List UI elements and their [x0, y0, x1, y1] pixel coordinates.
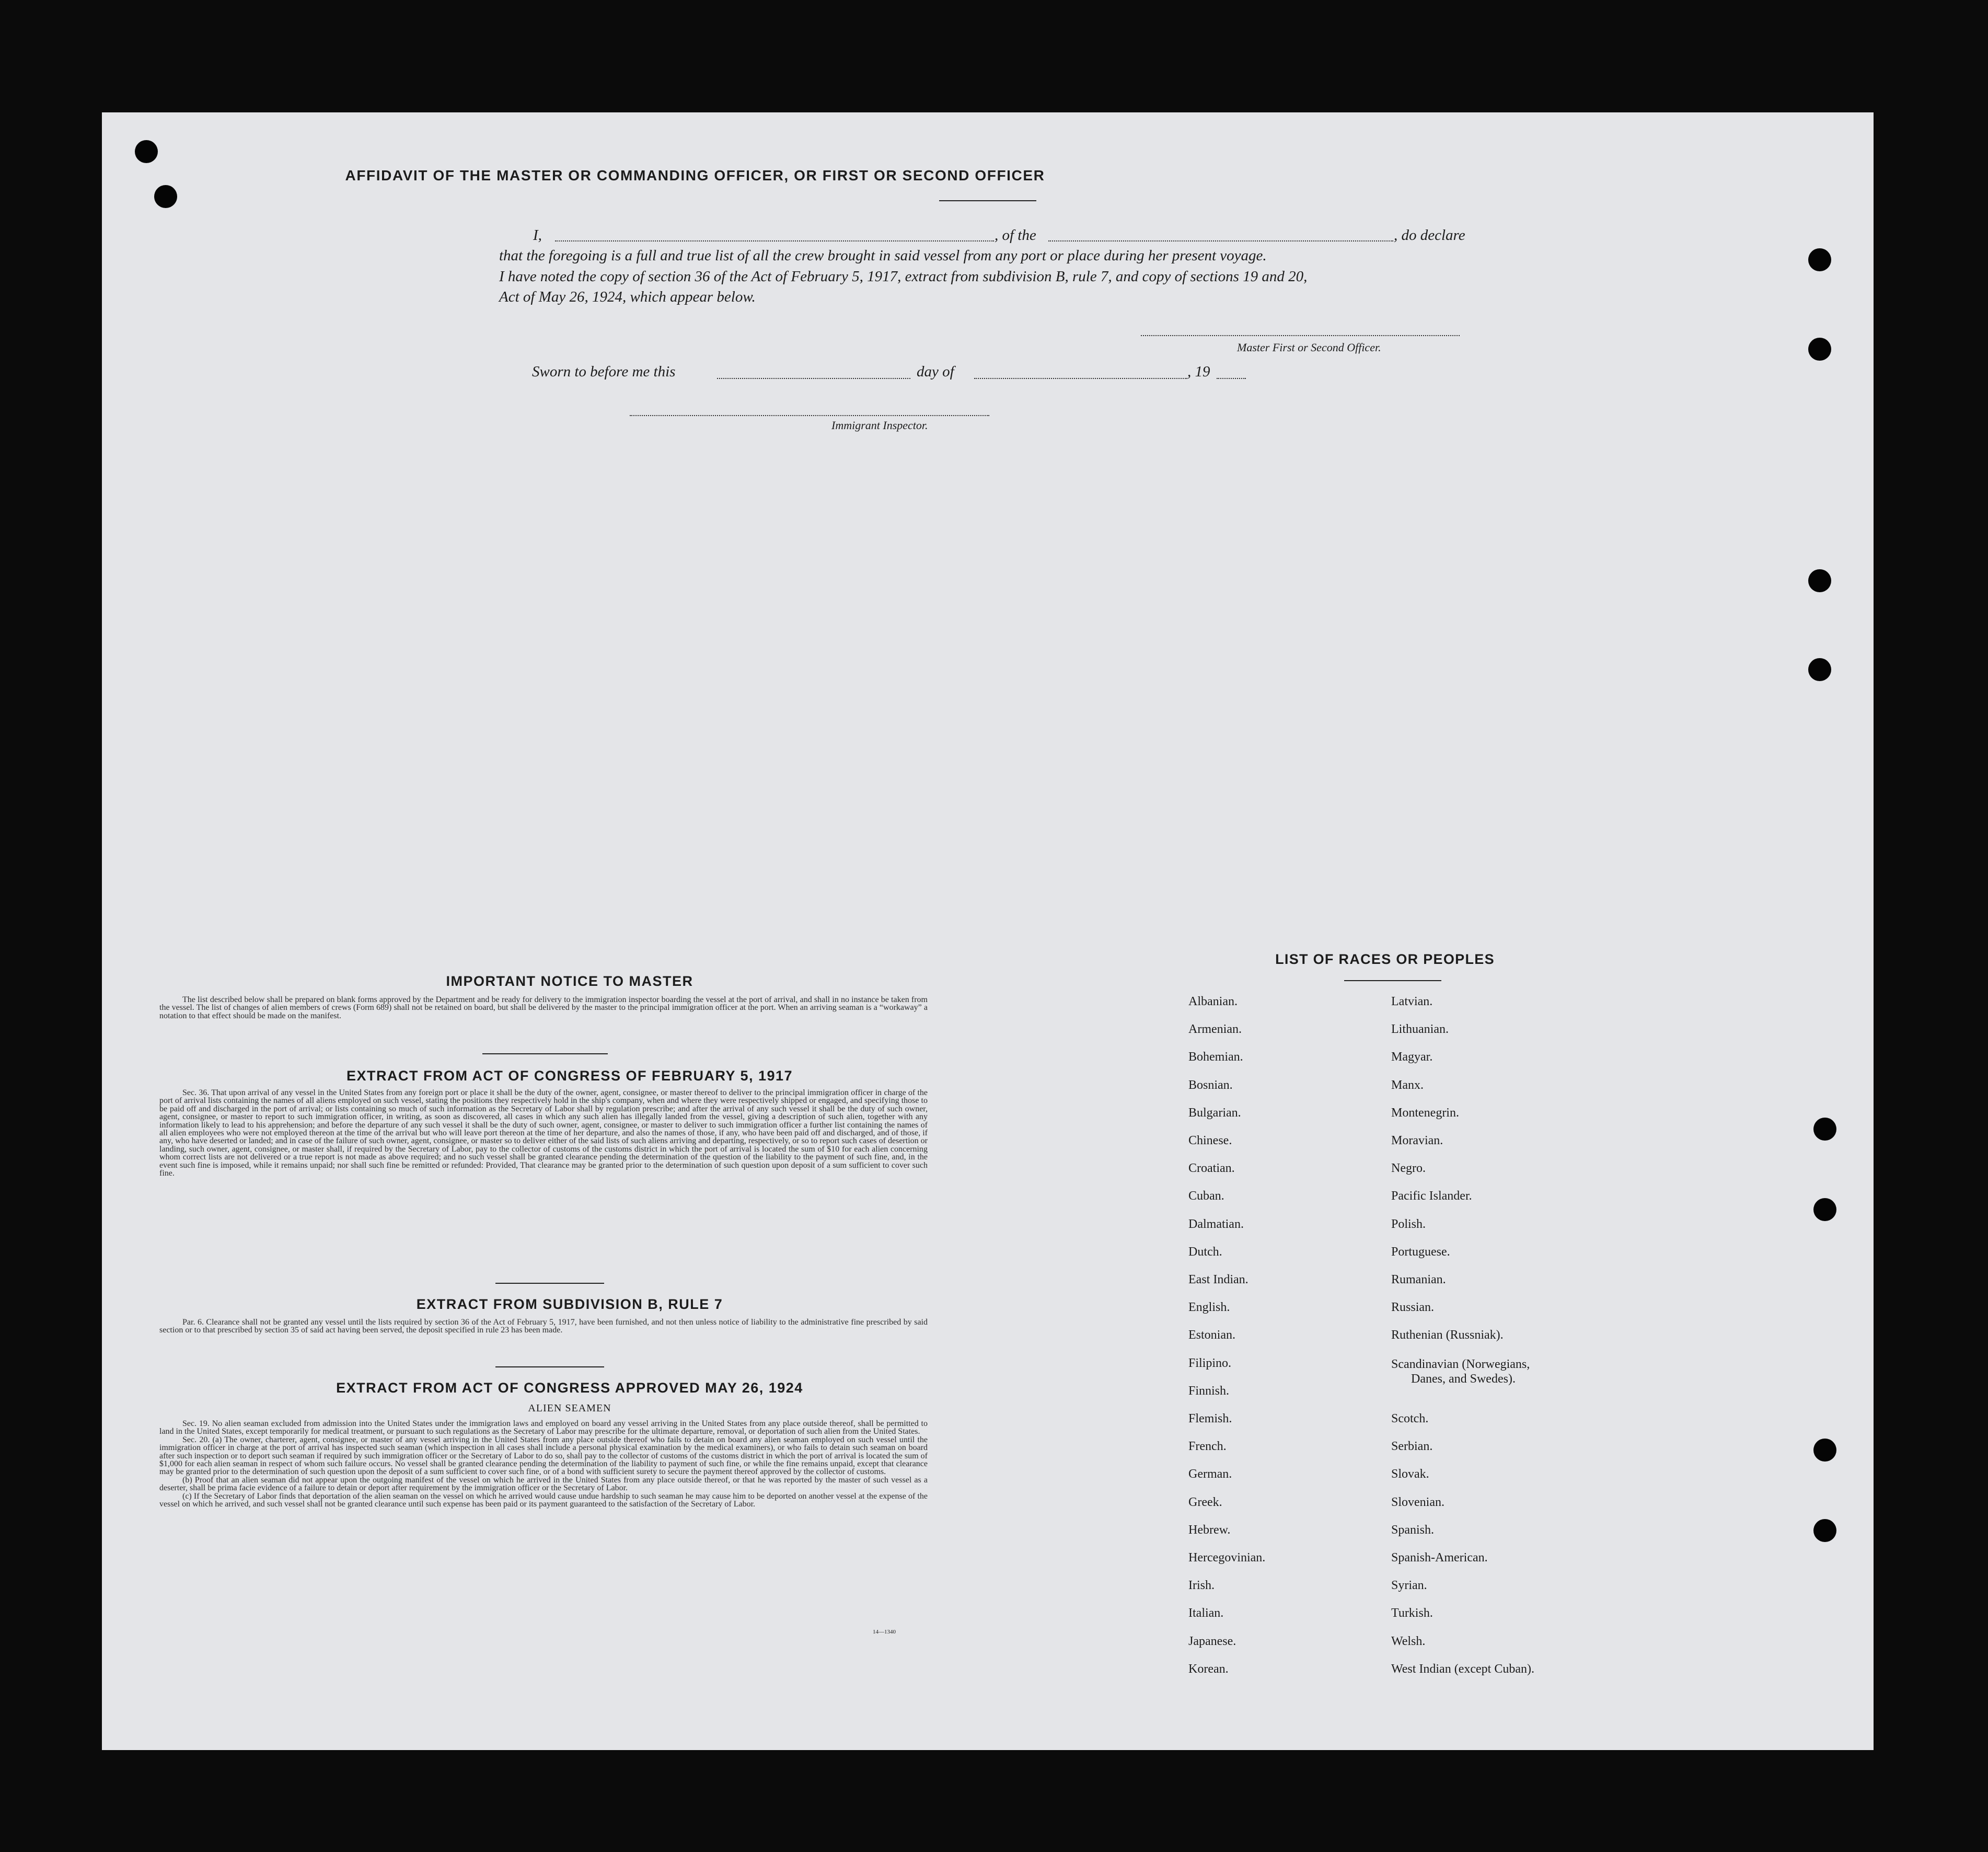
race-list-item: English. [1188, 1301, 1230, 1315]
notice-paragraph: The list described below shall be prepared on blank forms approved by the Department and be ready for delivery to the immigration inspector boarding the vessel at the port of arrival, and shall in no instance be taken from the vessel. The list of changes of alien members of crews (Form 689) shall not be retained on board, but shall be delivered by the master to the principal immigration officer at the port. When an arriving seaman is a “workaway” a notation to that effect should be made on the manifest. [159, 995, 928, 1020]
sworn-dayof: day of [917, 363, 954, 380]
race-list-item: Turkish. [1391, 1606, 1433, 1620]
race-list-item: West Indian (except Cuban). [1391, 1662, 1534, 1676]
affidavit-line1-prefix: I, [533, 227, 542, 244]
race-list-item: Hercegovinian. [1188, 1551, 1266, 1565]
print-code: 14—1340 [873, 1629, 896, 1635]
notice-title: IMPORTANT NOTICE TO MASTER [446, 973, 694, 989]
race-list-item: Pacific Islander. [1391, 1189, 1472, 1203]
race-list-item: Spanish. [1391, 1523, 1435, 1537]
punch-hole [1808, 658, 1831, 681]
rule7-title: EXTRACT FROM SUBDIVISION B, RULE 7 [416, 1296, 723, 1312]
race-list-item: Slovak. [1391, 1467, 1429, 1481]
act1924-text [159, 1420, 928, 1508]
paragraph-6: Par. 6. Clearance shall not be granted any vessel until the lists required by section 36 of the Act of February 5, 1917, have been furnished, and not then unless notice of liability to the administrative fine prescribed by said section or to that prescribed by section 35 of said act having been served, the deposit specified in rule 23 has been made. [159, 1318, 928, 1335]
race-list-item: Danes, and Swedes). [1411, 1372, 1516, 1386]
affidavit-line2: that the foregoing is a full and true list of all the crew brought in said vessel from any port or place during her present voyage. [499, 247, 1267, 264]
race-list-item: Finnish. [1188, 1384, 1230, 1398]
race-list-item: Polish. [1391, 1217, 1426, 1231]
sworn-year-prefix: , 19 [1187, 363, 1210, 380]
race-list-item: Lithuanian. [1391, 1022, 1449, 1037]
sworn-day-field[interactable] [717, 378, 910, 379]
divider [1344, 980, 1441, 981]
section-19-paragraph: Sec. 19. No alien seaman excluded from admission into the United States under the immigration laws and employed on board any vessel arriving in the United States from any place outside thereof, shall be permitted to land in the United States, except temporarily for medical treatment, or pursuant to such regulations as the Secretary of Labor may prescribe for the ultimate departure, removal, or deportation of such alien from the United States. [159, 1419, 928, 1436]
race-list-item: Magyar. [1391, 1050, 1433, 1064]
vessel-blank-field[interactable] [1048, 240, 1393, 241]
notice-text [159, 996, 928, 1020]
race-list-item: Japanese. [1188, 1634, 1236, 1648]
section-20b-paragraph: (b) Proof that an alien seaman did not appear upon the outgoing manifest of the vessel on which he arrived in the United States from any place outside thereof, or that he was reported by the master of such vessel as a deserter, shall be prima facie evidence of a failure to detain or deport after requirement by the immigration officer or the Secretary of Labor. [159, 1475, 928, 1493]
inspector-signature-field[interactable] [630, 415, 989, 416]
alien-seamen-subtitle: ALIEN SEAMEN [528, 1402, 611, 1414]
inspector-caption: Immigrant Inspector. [831, 419, 928, 432]
race-list-item: Hebrew. [1188, 1523, 1231, 1537]
divider [495, 1366, 604, 1367]
act1924-title: EXTRACT FROM ACT OF CONGRESS APPROVED MAY 26, 1924 [336, 1380, 803, 1396]
race-list-item: East Indian. [1188, 1273, 1249, 1286]
sworn-month-field[interactable] [974, 378, 1187, 379]
race-list-item: Cuban. [1188, 1189, 1224, 1203]
divider [482, 1053, 608, 1054]
race-list-item: Dalmatian. [1188, 1217, 1244, 1231]
race-list-item: Moravian. [1391, 1134, 1443, 1147]
affidavit-title: AFFIDAVIT OF THE MASTER OR COMMANDING OFFICER, OR FIRST OR SECOND OFFICER [345, 167, 1045, 183]
race-list-item: German. [1188, 1467, 1232, 1481]
race-list-item: Russian. [1391, 1301, 1435, 1315]
race-list-item: Welsh. [1391, 1634, 1426, 1648]
section-36-paragraph: Sec. 36. That upon arrival of any vessel in the United States from any foreign port or place it shall be the duty of the owner, agent, consignee, or master thereof to deliver to the principal immigration officer in charge of the port of arrival lists containing the names of all aliens employed on such vessel, stating the positions they respectively hold in the ship's company, when and where they were respectively shipped or engaged, and specifying those to be paid off and discharged in the port of arrival; or lists containing so much of such information as the Secretary of Labor shall by regulation prescribe; and after the arrival of any such vessel it shall be the duty of such owner, agent, consignee, or master to report to such immigration officer, in writing, as soon as discovered, all cases in which any such alien has illegally landed from the vessel, giving a description of such alien, together with any information likely to lead to his apprehension; and before the departure of any such vessel it shall be the duty of such owner, agent, consignee, or master to deliver to such immigration officer a further list containing the names of all alien employees who were not employed thereon at the time of the arrival but who will leave port thereon at the time of her departure, and also the names of those, if any, who have been paid off and discharged, and of those, if any, who have deserted or landed; and in case of the failure of such owner, agent, consignee, or master so to deliver either of the said lists of such aliens arriving and departing, respectively, or so to report such cases of desertion or landing, such owner, agent, consignee, or master shall, if required by the Secretary of Labor, pay to the collector of customs of the customs district in which the port of arrival is located the sum of $10 for each alien concerning whom correct lists are not delivered or a true report is not made as above required; and no such vessel shall be granted clearance pending the determination of the question of the liability to the payment of such fine, and, in the event such fine is imposed, while it remains unpaid; nor shall such fine be remitted or refunded: Provided, That clearance may be granted prior to the determination of such question upon deposit of a sum sufficient to cover such fine. [159, 1088, 928, 1178]
race-list-item: Filipino. [1188, 1356, 1232, 1370]
divider [495, 1283, 604, 1284]
race-list-item: Slovenian. [1391, 1495, 1444, 1509]
race-list-item: Irish. [1188, 1579, 1215, 1593]
sworn-prefix: Sworn to before me this [532, 363, 676, 380]
act1917-text [159, 1089, 928, 1177]
race-list-item: Ruthenian (Russniak). [1391, 1328, 1504, 1342]
race-list-item: French. [1188, 1440, 1227, 1454]
affidavit-line3: I have noted the copy of section 36 of the Act of February 5, 1917, extract from subdivision B, rule 7, and copy of sections 19 and 20, [499, 268, 1308, 285]
race-list-item: Rumanian. [1391, 1273, 1446, 1286]
master-signature-caption: Master First or Second Officer. [1237, 341, 1381, 354]
race-list-item: Chinese. [1188, 1134, 1232, 1147]
punch-hole [1813, 1118, 1836, 1141]
race-list-item: Manx. [1391, 1078, 1424, 1092]
name-blank-field[interactable] [555, 240, 994, 241]
race-list-item: Portuguese. [1391, 1245, 1450, 1259]
race-list-item: Scotch. [1391, 1412, 1429, 1425]
race-list-item: Spanish-American. [1391, 1551, 1488, 1565]
sworn-year-field[interactable] [1217, 378, 1246, 379]
punch-hole [154, 185, 177, 208]
race-list-item: Croatian. [1188, 1161, 1235, 1176]
race-list-item: Bulgarian. [1188, 1106, 1241, 1120]
race-list-item: Bohemian. [1188, 1050, 1243, 1064]
master-signature-field[interactable] [1141, 335, 1460, 336]
rule7-text [159, 1318, 928, 1335]
race-list-item: Flemish. [1188, 1412, 1232, 1425]
punch-hole [1808, 248, 1831, 271]
punch-hole [135, 140, 158, 163]
section-20a-paragraph: Sec. 20. (a) The owner, charterer, agent, consignee, or master of any vessel arriving in the United States from any place outside thereof who fails to detain on board any alien seaman employed on such vessel until the immigration officer in charge at the port of arrival has inspected such seaman (which inspection in all cases shall include a personal physical examination by the medical examiners), or who fails to detain such seaman on board after such inspection or to deport such seaman if required by such immigration officer or the Secretary of Labor to do so, shall pay to the collector of customs of the customs district in which the port of arrival is located the sum of $1,000 for each alien seaman in respect of whom such failure occurs. No vessel shall be granted clearance pending the determination of the liability to payment of such fine, or while the fine remains unpaid, except that clearance may be granted prior to the determination of such question upon the deposit of a sum sufficient to cover such fine, or of a bond with sufficient surety to secure the payment thereof approved by the collector of customs. [159, 1435, 928, 1477]
race-list-item: Italian. [1188, 1606, 1224, 1620]
race-list-item: Dutch. [1188, 1245, 1222, 1259]
race-list-item: Estonian. [1188, 1328, 1235, 1342]
punch-hole [1808, 569, 1831, 592]
race-list-item: Scandinavian (Norwegians, [1391, 1357, 1530, 1371]
race-list-item: Korean. [1188, 1662, 1229, 1676]
section-20c-paragraph: (c) If the Secretary of Labor finds that deportation of the alien seaman on the vessel on which he arrived would cause undue hardship to such seaman he may cause him to be deported on another vessel at the expense of the vessel on which he arrived, and such vessel shall not be granted clearance until such expense has been paid or its payment guaranteed to the satisfaction of the Secretary of Labor. [159, 1491, 928, 1509]
affidavit-line1-middle: , of the [995, 227, 1036, 244]
punch-hole [1813, 1198, 1836, 1221]
race-list-item: Syrian. [1391, 1579, 1427, 1593]
race-list-item: Negro. [1391, 1161, 1426, 1176]
race-list-item: Latvian. [1391, 995, 1433, 1008]
races-title: LIST OF RACES OR PEOPLES [1275, 951, 1495, 967]
race-list-item: Bosnian. [1188, 1078, 1233, 1092]
race-list-item: Albanian. [1188, 995, 1238, 1008]
affidavit-line4: Act of May 26, 1924, which appear below. [499, 289, 756, 305]
race-list-item: Greek. [1188, 1495, 1222, 1509]
divider [939, 200, 1036, 201]
punch-hole [1813, 1519, 1836, 1542]
race-list-item: Montenegrin. [1391, 1106, 1459, 1120]
act1917-title: EXTRACT FROM ACT OF CONGRESS OF FEBRUARY 5, 1917 [346, 1068, 793, 1084]
affidavit-line1-end: , do declare [1394, 227, 1465, 244]
race-list-item: Serbian. [1391, 1440, 1433, 1454]
punch-hole [1813, 1439, 1836, 1462]
punch-hole [1808, 338, 1831, 361]
race-list-item: Armenian. [1188, 1022, 1242, 1037]
